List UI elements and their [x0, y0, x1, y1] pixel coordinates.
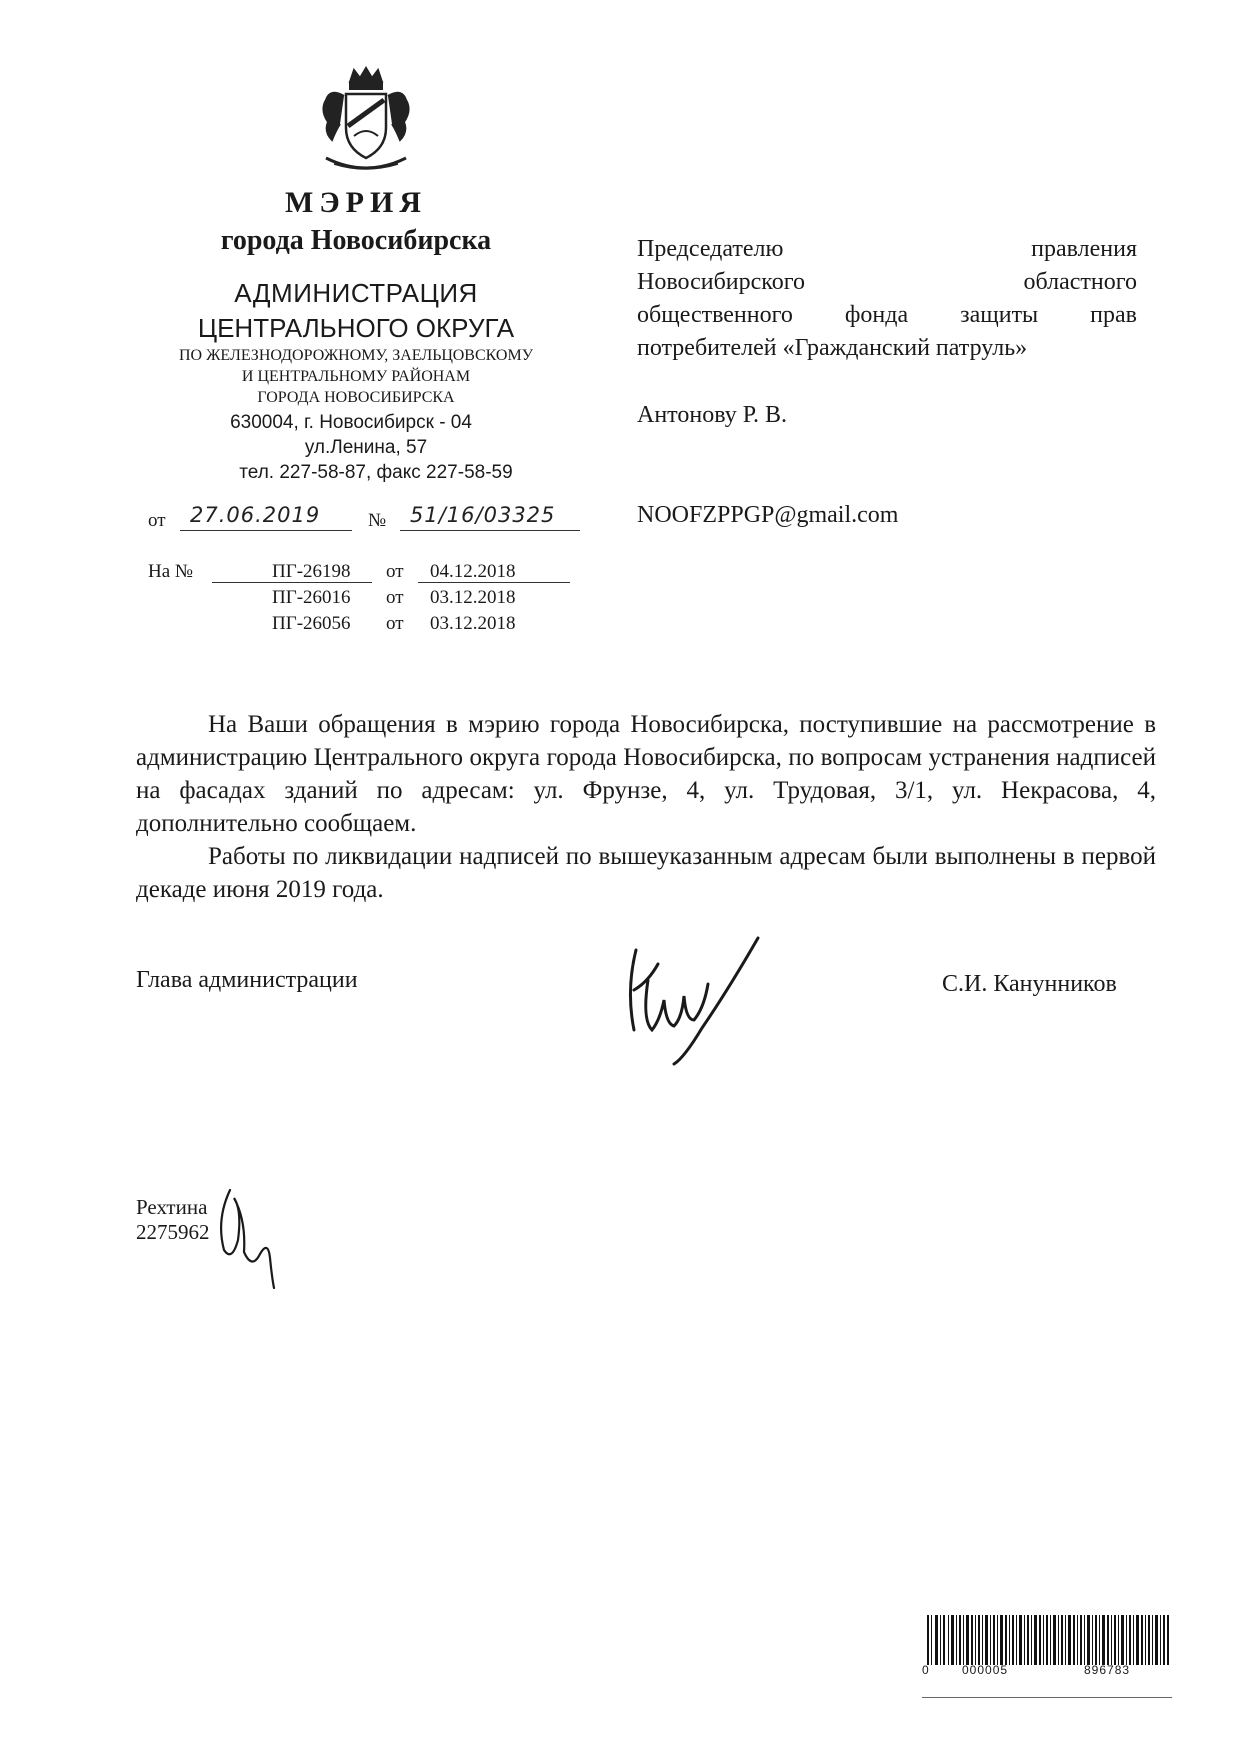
reg-date: 27.06.2019 [190, 503, 321, 527]
addressee-email: NOOFZPPGP@gmail.com [637, 502, 899, 528]
districts-line-1: ПО ЖЕЛЕЗНОДОРОЖНОМУ, ЗАЕЛЬЦОВСКОМУ [178, 347, 534, 364]
ref-date: 04.12.2018 [430, 561, 516, 582]
districts-line-3: ГОРОДА НОВОСИБИРСКА [257, 389, 455, 406]
ref-from-label: от [386, 613, 404, 634]
ref-number: ПГ-26016 [272, 587, 351, 608]
mayor-office-title: МЭРИЯ [285, 186, 427, 219]
signature-mark [608, 920, 768, 1070]
admin-line-1: АДМИНИСТРАЦИЯ [234, 278, 478, 308]
executor-phone: 2275962 [136, 1220, 210, 1244]
ref-from-label: от [386, 561, 404, 582]
phones: тел. 227-58-87, факс 227-58-59 [239, 462, 513, 483]
barcode-digits-right: 896783 [1084, 1663, 1131, 1677]
addressee-line-3: общественного фонда защиты прав [637, 302, 1137, 328]
body-paragraph-1: На Ваши обращения в мэрию города Новосибирска, поступившие на рассмотрение в администрацию Центрального округа города Новосибирска, по вопросам устранения надписей на фасадах зданий по адресам: ул. Фрунзе, 4, ул. Трудовая, 3/1, ул. Некрасова, 4, дополнительно сообщаем. [136, 711, 1156, 837]
reg-date-underline [180, 530, 352, 531]
barcode-digits-left: 0 [922, 1663, 930, 1677]
ref-prefix: На № [148, 561, 194, 582]
ref-date: 03.12.2018 [430, 587, 516, 608]
signer-position: Глава администрации [136, 967, 358, 993]
footer-rule [922, 1697, 1172, 1698]
ref-number: ПГ-26198 [272, 561, 351, 582]
body-paragraph-2: Работы по ликвидации надписей по вышеуказанным адресам были выполнены в первой декаде июня 2019 года. [136, 843, 1156, 903]
addressee-line-2 [637, 269, 1137, 296]
coat-of-arms-icon [306, 66, 426, 178]
city-title: города Новосибирска [220, 225, 492, 256]
addressee-regional: областного [1023, 269, 1137, 295]
addressee-line-4: потребителей «Гражданский патруль» [637, 335, 1028, 361]
ref-from-label: от [386, 587, 404, 608]
reg-number-label: № [368, 510, 387, 531]
address-line-2: ул.Ленина, 57 [304, 437, 428, 458]
executor-name: Рехтина [136, 1195, 208, 1219]
addressee-title: Председателю [637, 236, 784, 262]
ref-number: ПГ-26056 [272, 613, 351, 634]
admin-line-2: ЦЕНТРАЛЬНОГО ОКРУГА [197, 313, 515, 343]
executor-block [136, 1195, 210, 1245]
reg-number-underline [400, 530, 580, 531]
ref-date: 03.12.2018 [430, 613, 516, 634]
addressee-name: Антонову Р. В. [637, 402, 788, 428]
addressee-line-1 [637, 236, 1137, 263]
address-line-1: 630004, г. Новосибирск - 04 [230, 412, 472, 433]
districts-line-2: И ЦЕНТРАЛЬНОМУ РАЙОНАМ [241, 368, 471, 385]
reg-number: 51/16/03325 [410, 503, 556, 527]
addressee-board: правления [1031, 236, 1137, 262]
barcode-digits-mid: 000005 [962, 1663, 1009, 1677]
reg-from-label: от [148, 510, 166, 531]
executor-signature-mark [212, 1180, 292, 1290]
letter-body [136, 708, 1156, 906]
signer-name: С.И. Канунников [942, 971, 1117, 997]
addressee-region: Новосибирского [637, 269, 805, 295]
